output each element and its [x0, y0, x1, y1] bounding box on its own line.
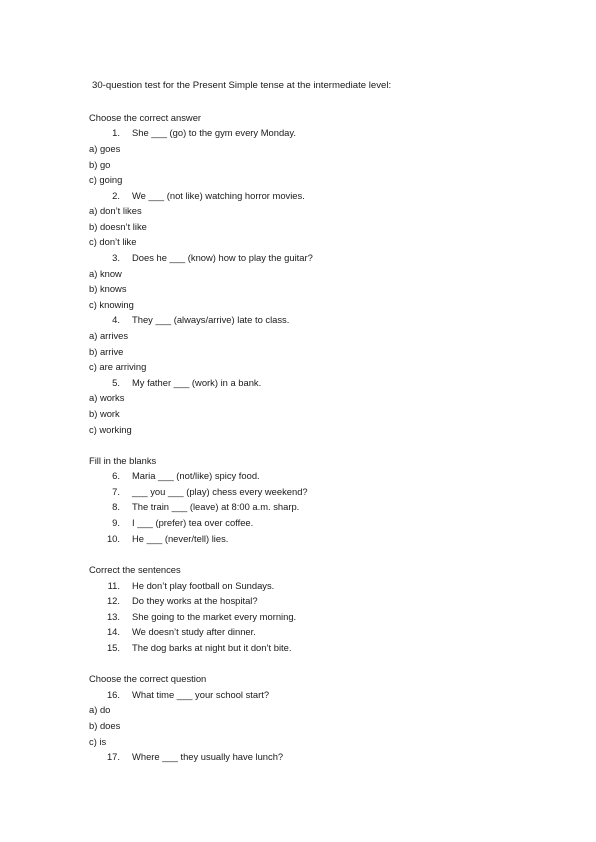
question-text: We ___ (not like) watching horror movies. [132, 190, 305, 201]
document-title: 30-question test for the Present Simple tense at the intermediate level: [92, 80, 392, 91]
question-text: She ___ (go) to the gym every Monday. [132, 127, 296, 138]
answer-option: b) work [89, 408, 120, 419]
answer-option: b) arrive [89, 346, 124, 357]
answer-option: b) doesn’t like [89, 221, 147, 232]
question-text: What time ___ your school start? [132, 689, 270, 700]
question-number: 7. [112, 486, 120, 497]
question-number: 1. [112, 127, 120, 138]
question-text: He ___ (never/tell) lies. [132, 533, 229, 544]
question-text: My father ___ (work) in a bank. [132, 377, 262, 388]
answer-option: b) does [89, 720, 121, 731]
question-number: 13. [106, 611, 120, 622]
answer-option: c) going [89, 174, 123, 185]
question-number: 14. [106, 626, 120, 637]
question-text: She going to the market every morning. [132, 611, 297, 622]
question-text: He don’t play football on Sundays. [132, 580, 275, 591]
question-text: ___ you ___ (play) chess every weekend? [132, 486, 308, 497]
question-number: 8. [112, 501, 120, 512]
section-heading: Correct the sentences [89, 564, 181, 575]
question-text: Where ___ they usually have lunch? [132, 751, 284, 762]
answer-option: b) knows [89, 283, 127, 294]
answer-option: c) is [89, 736, 107, 747]
section-heading: Choose the correct question [89, 673, 207, 684]
answer-option: a) arrives [89, 330, 129, 341]
question-number: 6. [112, 470, 120, 481]
question-text: I ___ (prefer) tea over coffee. [132, 517, 254, 528]
question-number: 16. [106, 689, 120, 700]
question-text: Do they works at the hospital? [132, 595, 258, 606]
answer-option: a) do [89, 704, 111, 715]
question-number: 9. [112, 517, 120, 528]
answer-option: c) working [89, 424, 132, 435]
answer-option: c) knowing [89, 299, 134, 310]
answer-option: c) are arriving [89, 361, 147, 372]
answer-option: a) works [89, 392, 125, 403]
question-number: 2. [112, 190, 120, 201]
section-heading: Choose the correct answer [89, 112, 202, 123]
question-number: 12. [106, 595, 120, 606]
question-text: The train ___ (leave) at 8:00 a.m. sharp. [132, 501, 300, 512]
question-number: 15. [106, 642, 120, 653]
question-text: They ___ (always/arrive) late to class. [132, 314, 290, 325]
answer-option: c) don’t like [89, 236, 137, 247]
question-number: 3. [112, 252, 120, 263]
question-number: 4. [112, 314, 120, 325]
answer-option: a) know [89, 268, 122, 279]
question-number: 11. [107, 580, 120, 591]
question-number: 17. [106, 751, 120, 762]
question-text: Does he ___ (know) how to play the guitar? [132, 252, 313, 263]
section-heading: Fill in the blanks [89, 455, 157, 466]
question-number: 10. [106, 533, 120, 544]
question-text: We doesn’t study after dinner. [132, 626, 256, 637]
answer-option: b) go [89, 159, 111, 170]
answer-option: a) goes [89, 143, 121, 154]
question-number: 5. [112, 377, 120, 388]
question-text: Maria ___ (not/like) spicy food. [132, 470, 260, 481]
question-text: The dog barks at night but it don’t bite. [132, 642, 292, 653]
answer-option: a) don’t likes [89, 205, 142, 216]
